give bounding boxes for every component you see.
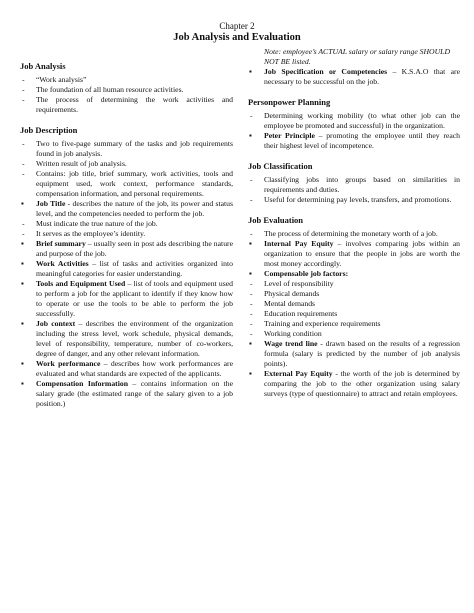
list-item: - Useful for determining pay levels, transfers, and promotions. [248, 195, 460, 205]
bullet-item [20, 359, 233, 379]
item-text: The process of determining the monetary worth of a job. [264, 229, 438, 238]
section-title-evaluation: Job Evaluation [248, 215, 304, 225]
item-lead: Work performance [36, 359, 101, 368]
right-column [248, 47, 461, 399]
item-text: – promoting the employee until they reach their highest level of incompetence. [264, 131, 460, 150]
bullet-item [20, 279, 233, 319]
item-text: Mental demands [264, 299, 316, 308]
item-lead: Peter Principle [264, 131, 315, 140]
evaluation-list [248, 229, 460, 399]
list-item [20, 229, 233, 239]
list-item [20, 159, 233, 169]
item-lead: Brief summary [36, 239, 86, 248]
bullet-item [248, 339, 460, 369]
item-text: Education requirements [264, 309, 338, 318]
item-lead: Compensable job factors: [264, 269, 349, 278]
list-item [248, 67, 460, 87]
section-title-personpower: Personpower Planning [248, 97, 331, 107]
item-lead: External Pay Equity [264, 369, 333, 378]
bullet-item [20, 319, 233, 359]
item-lead: Work Activities [36, 259, 89, 268]
list-item: - The process of determining the work activities and requirements. [20, 95, 233, 115]
list-item [20, 219, 233, 229]
salary-note [248, 47, 460, 67]
item-lead: Tools and Equipment Used [36, 279, 126, 288]
item-text: – describes how work performances are evaluated and what standards are expected of the applicants. [36, 359, 234, 378]
list-item [248, 229, 460, 239]
page-title: Job Analysis and Evaluation [173, 32, 301, 43]
list-item [248, 329, 460, 339]
item-text: – contains information on the salary grade (the estimated range of the salary given to a job position.) [36, 379, 233, 408]
item-text: - the worth of the job is determined by comparing the job to the other organization using salary surveys (type of questionnaire) to attract and retain employees. [264, 369, 460, 398]
list-item [248, 309, 460, 319]
item-text: Level of responsibility [264, 279, 334, 288]
item-lead: Compensation Information [36, 379, 128, 388]
item-text: – list of tools and equipment used to perform a job for the applicant to identify if they know how to operate or use the tools to be able to perform the job successfully. [36, 279, 233, 318]
job-description-list [20, 139, 233, 409]
list-item [248, 289, 460, 299]
left-column [20, 55, 233, 409]
item-text: Physical demands [264, 289, 320, 298]
item-text: Working condition [264, 329, 322, 338]
list-item: - Classifying jobs into groups based on similarities in requirements and duties. [248, 175, 460, 195]
list-item: - The foundation of all human resource activities. [20, 85, 233, 95]
item-lead: Job Title [36, 199, 66, 208]
item-text: Determining working mobility (to what other job can the employee be promoted and successful) in the organization. [264, 111, 460, 130]
item-text: Written result of job analysis. [36, 159, 127, 168]
bullet-item [20, 239, 233, 259]
item-text: - drawn based on the results of a regression formula (salary is predicted by the number of job analysis points). [264, 339, 460, 368]
bullet-item [248, 269, 460, 279]
section-title-job-analysis: Job Analysis [20, 61, 66, 71]
list-item [248, 299, 460, 309]
item-lead: Job context [36, 319, 76, 328]
list-item: - “Work analysis” [20, 75, 233, 85]
bullet-item [20, 379, 233, 409]
item-text: Must indicate the true nature of the job. [36, 219, 158, 228]
item-text: – involves comparing jobs within an organization to ensure that the people in jobs are worth the most money accordingly. [264, 239, 460, 268]
classification-list [248, 175, 460, 205]
spec-lead: Job Specification or Competencies [264, 67, 388, 76]
list-item [248, 279, 460, 289]
item-text: Training and experience requirements [264, 319, 381, 328]
chapter-label: Chapter 2 [219, 21, 255, 31]
note-text: Note: employee’s ACTUAL salary or salary range SHOULD NOT BE listed. [264, 47, 450, 66]
list-item [248, 111, 460, 131]
item-lead: Internal Pay Equity [264, 239, 334, 248]
spec-text: – K.S.A.O that are necessary to be successful on the job. [264, 67, 461, 86]
section-title-job-description: Job Description [20, 125, 78, 135]
bullet-item [20, 259, 233, 279]
list-item [20, 169, 233, 199]
bullet-item [20, 199, 233, 219]
spec-list [248, 67, 460, 87]
item-text: - describes the nature of the job, its power and status level, and the competencies needed to perform the job. [36, 199, 233, 218]
item-text: Contains: job title, brief summary, work activities, tools and equipment used, work context, performance standards, compensation information, and personal requirements. [36, 169, 233, 198]
bullet-item [248, 239, 460, 269]
list-item [248, 319, 460, 329]
item-text: – describes the environment of the organization including the stress level, work schedule, physical demands, level of responsibility, temperature, number of co-workers, degree of danger, and any other relevant information. [36, 319, 233, 358]
personpower-list [248, 111, 460, 151]
bullet-item [248, 369, 460, 399]
item-text: It serves as the employee’s identity. [36, 229, 146, 238]
list-item [20, 139, 233, 159]
bullet-item [248, 131, 460, 151]
item-lead: Wage trend line [264, 339, 318, 348]
item-text: Two to five-page summary of the tasks and job requirements found in job analysis. [36, 139, 233, 158]
item-text: – usually seen in post ads describing the nature and purpose of the job. [36, 239, 234, 258]
item-text: – list of tasks and activities organized into meaningful categories for easier understanding. [36, 259, 234, 278]
job-analysis-list [20, 75, 233, 115]
section-title-classification: Job Classification [248, 161, 313, 171]
